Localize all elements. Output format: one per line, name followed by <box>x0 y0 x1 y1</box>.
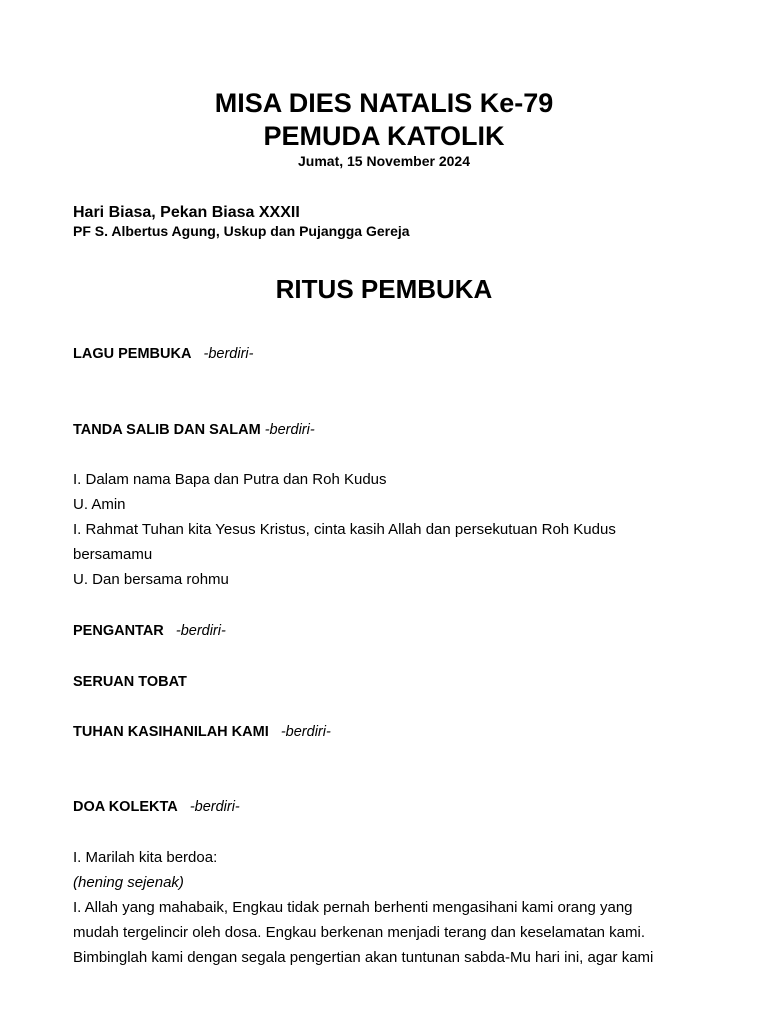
kolekta-prayer-line: I. Allah yang mahabaik, Engkau tidak pernah berhenti mengasihani kami orang yang <box>73 899 633 916</box>
rubric-tuhan-kasihanilah <box>73 724 331 740</box>
rubric-label: SERUAN TOBAT <box>73 674 187 690</box>
rubric-label: PENGANTAR <box>73 623 164 639</box>
rubric-note: -berdiri- <box>189 799 240 815</box>
rubric-doa-kolekta <box>73 799 240 815</box>
rubric-note: -berdiri- <box>175 623 226 639</box>
rubric-note: -berdiri- <box>264 422 315 438</box>
feast-title: PF S. Albertus Agung, Uskup dan Pujangga Gereja <box>73 223 410 239</box>
liturgical-day: Hari Biasa, Pekan Biasa XXXII <box>73 204 300 221</box>
kolekta-invite: I. Marilah kita berdoa: <box>73 849 218 866</box>
rubric-label: LAGU PEMBUKA <box>73 346 192 362</box>
rubric-tanda-salib <box>73 422 315 438</box>
document-title-line1: MISA DIES NATALIS Ke-79 <box>214 88 554 118</box>
document-title-line2: PEMUDA KATOLIK <box>263 121 505 151</box>
rubric-seruan-tobat <box>73 674 187 690</box>
kolekta-prayer-line: Bimbinglah kami dengan segala pengertian akan tuntunan sabda-Mu hari ini, agar kami <box>73 949 654 966</box>
document-date: Jumat, 15 November 2024 <box>298 153 470 169</box>
rubric-label: TUHAN KASIHANILAH KAMI <box>73 724 269 740</box>
dialog-line: I. Rahmat Tuhan kita Yesus Kristus, cinta kasih Allah dan persekutuan Roh Kudus <box>73 521 616 538</box>
dialog-line: U. Dan bersama rohmu <box>73 571 229 588</box>
dialog-line: bersamamu <box>73 546 153 563</box>
kolekta-prayer-line: mudah tergelincir oleh dosa. Engkau berkenan menjadi terang dan keselamatan kami. <box>73 924 646 941</box>
kolekta-silence: (hening sejenak) <box>73 874 184 891</box>
rubric-label: TANDA SALIB DAN SALAM <box>73 422 261 438</box>
rubric-note: -berdiri- <box>203 346 254 362</box>
rubric-lagu-pembuka <box>73 346 253 362</box>
section-title: RITUS PEMBUKA <box>275 274 493 304</box>
rubric-pengantar <box>73 623 226 639</box>
dialog-line: I. Dalam nama Bapa dan Putra dan Roh Kudus <box>73 471 387 488</box>
dialog-block <box>73 467 616 592</box>
rubric-note: -berdiri- <box>280 724 331 740</box>
rubric-label: DOA KOLEKTA <box>73 799 178 815</box>
dialog-line: U. Amin <box>73 496 126 513</box>
kolekta-block <box>73 845 653 970</box>
